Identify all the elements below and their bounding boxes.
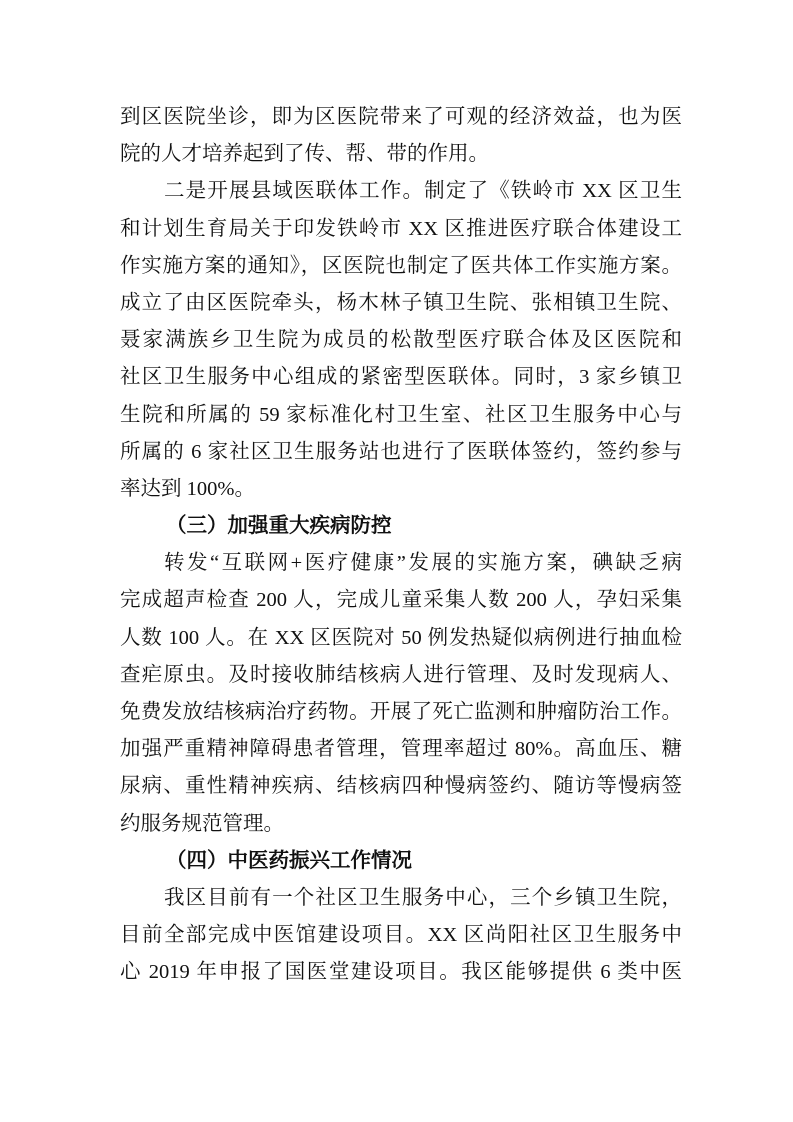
- text-line: 生院和所属的 59 家标准化村卫生室、社区卫生服务中心与: [120, 403, 682, 426]
- text-line: 尿病、重性精神疾病、结核病四种慢病签约、随访等慢病签: [120, 775, 682, 798]
- text-line: 到区医院坐诊，即为区医院带来了可观的经济效益，也为医: [120, 106, 682, 128]
- document-page: [120, 99, 682, 992]
- text-line: 目前全部完成中医馆建设项目。XX 区尚阳社区卫生服务中: [120, 924, 682, 947]
- section-heading: （四）中医药振兴工作情况: [166, 849, 412, 872]
- section-heading: （三）加强重大疾病防控: [166, 515, 392, 538]
- text-line: 完成超声检查 200 人，完成儿童采集人数 200 人，孕妇采集: [120, 589, 682, 612]
- text-line: 成立了由区医院牵头，杨木林子镇卫生院、张相镇卫生院、: [120, 291, 682, 314]
- text-line: 人数 100 人。在 XX 区医院对 50 例发热疑似病例进行抽血检: [120, 626, 682, 649]
- text-line: 所属的 6 家社区卫生服务站也进行了医联体签约，签约参与: [120, 440, 682, 463]
- text-line: 院的人才培养起到了传、帮、带的作用。: [120, 143, 489, 166]
- text-line: 率达到 100%。: [120, 477, 255, 500]
- text-line: 社区卫生服务中心组成的紧密型医联体。同时，3 家乡镇卫: [120, 366, 682, 389]
- text-line: 约服务规范管理。: [120, 812, 284, 835]
- text-line: 心 2019 年申报了国医堂建设项目。我区能够提供 6 类中医: [120, 961, 682, 984]
- text-line: 查疟原虫。及时接收肺结核病人进行管理、及时发现病人、: [120, 663, 682, 686]
- text-line: 我区目前有一个社区卫生服务中心，三个乡镇卫生院，: [164, 886, 682, 909]
- text-line: 二是开展县域医联体工作。制定了《铁岭市 XX 区卫生: [164, 180, 682, 203]
- text-line: 作实施方案的通知》，区医院也制定了医共体工作实施方案。: [120, 254, 682, 277]
- text-line: 免费发放结核病治疗药物。开展了死亡监测和肿瘤防治工作。: [120, 701, 682, 723]
- text-line: 转发“互联网+医疗健康”发展的实施方案，碘缺乏病: [164, 552, 682, 575]
- text-line: 聂家满族乡卫生院为成员的松散型医疗联合体及区医院和: [120, 329, 682, 352]
- text-line: 加强严重精神障碍患者管理，管理率超过 80%。高血压、糖: [120, 738, 682, 761]
- text-line: 和计划生育局关于印发铁岭市 XX 区推进医疗联合体建设工: [120, 217, 682, 240]
